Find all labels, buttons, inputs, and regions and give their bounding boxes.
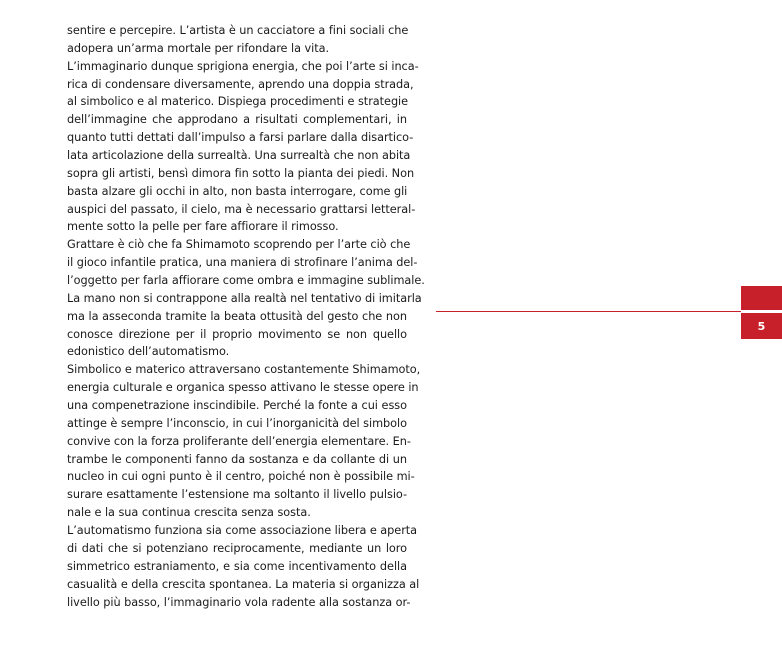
text-line: simmetrico estraniamento, e sia come incentivamento della <box>67 559 407 573</box>
text-line: trambe le componenti fanno da sostanza e da collante di un <box>67 452 407 466</box>
text-line: energia culturale e organica spesso attivano le stesse opere in <box>67 381 419 395</box>
text-line: ma la asseconda tramite la beata ottusità del gesto che non <box>67 309 407 323</box>
text-line: edonistico dell’automatismo. <box>67 345 230 359</box>
text-line: adopera un’arma mortale per rifondare la vita. <box>67 41 330 55</box>
text-line: basta alzare gli occhi in alto, non basta interrogare, come gli <box>67 184 408 198</box>
page-number-tab <box>741 313 782 339</box>
text-line: mente sotto la pelle per fare affiorare il rimosso. <box>67 220 339 234</box>
text-line: dell’immagine che approdano a risultati complementari, in <box>67 113 407 127</box>
text-line: nucleo in cui ogni punto è il centro, poiché non è possibile mi- <box>67 470 415 484</box>
text-line: l’oggetto per farla affiorare come ombra e immagine sublimale. <box>67 274 425 288</box>
text-line: convive con la forza proliferante dell’energia elementare. En- <box>67 434 411 448</box>
text-line: conosce direzione per il proprio movimento se non quello <box>67 327 407 341</box>
page-rule <box>436 311 741 312</box>
text-line: livello più basso, l’immaginario vola radente alla sostanza or- <box>67 595 411 609</box>
text-line: auspici del passato, il cielo, ma è necessario grattarsi letteral- <box>67 202 416 216</box>
text-line: La mano non si contrappone alla realtà nel tentativo di imitarla <box>67 291 422 305</box>
text-line: attinge è sempre l’inconscio, in cui l’inorganicità del simbolo <box>67 416 407 430</box>
text-line: surare esattamente l’estensione ma soltanto il livello pulsio- <box>67 488 407 502</box>
page-number: 5 <box>757 319 766 333</box>
text-line: casualità e della crescita spontanea. La materia si organizza al <box>67 577 420 591</box>
body-text <box>67 22 425 611</box>
text-line: di dati che si potenziano reciprocamente, mediante un loro <box>67 541 407 555</box>
text-line: sentire e percepire. L’artista è un cacciatore a fini sociali che <box>67 24 409 37</box>
text-line: nale e la sua continua crescita senza sosta. <box>67 506 311 520</box>
text-line: sopra gli artisti, bensì dimora fin sotto la pianta dei piedi. Non <box>67 166 415 180</box>
text-line: al simbolico e al materico. Dispiega procedimenti e strategie <box>67 95 409 109</box>
text-line: una compenetrazione inscindibile. Perché la fonte a cui esso <box>67 399 407 413</box>
text-line: lata articolazione della surrealtà. Una surrealtà che non abita <box>67 149 411 163</box>
text-line: L’automatismo funziona sia come associazione libera e aperta <box>67 524 418 538</box>
text-line: rica di condensare diversamente, aprendo una doppia strada, <box>67 77 414 91</box>
text-line: Grattare è ciò che fa Shimamoto scoprendo per l’arte ciò che <box>67 238 411 252</box>
text-line: L’immaginario dunque sprigiona energia, che poi l’arte si inca- <box>67 59 419 73</box>
page-marker-block <box>741 286 782 310</box>
text-line: Simbolico e materico attraversano costantemente Shimamoto, <box>67 363 421 377</box>
text-line: il gioco infantile pratica, una maniera di strofinare l’anima del- <box>67 256 418 270</box>
text-line: quanto tutti dettati dall’impulso a farsi parlare dalla disartico- <box>67 131 414 145</box>
